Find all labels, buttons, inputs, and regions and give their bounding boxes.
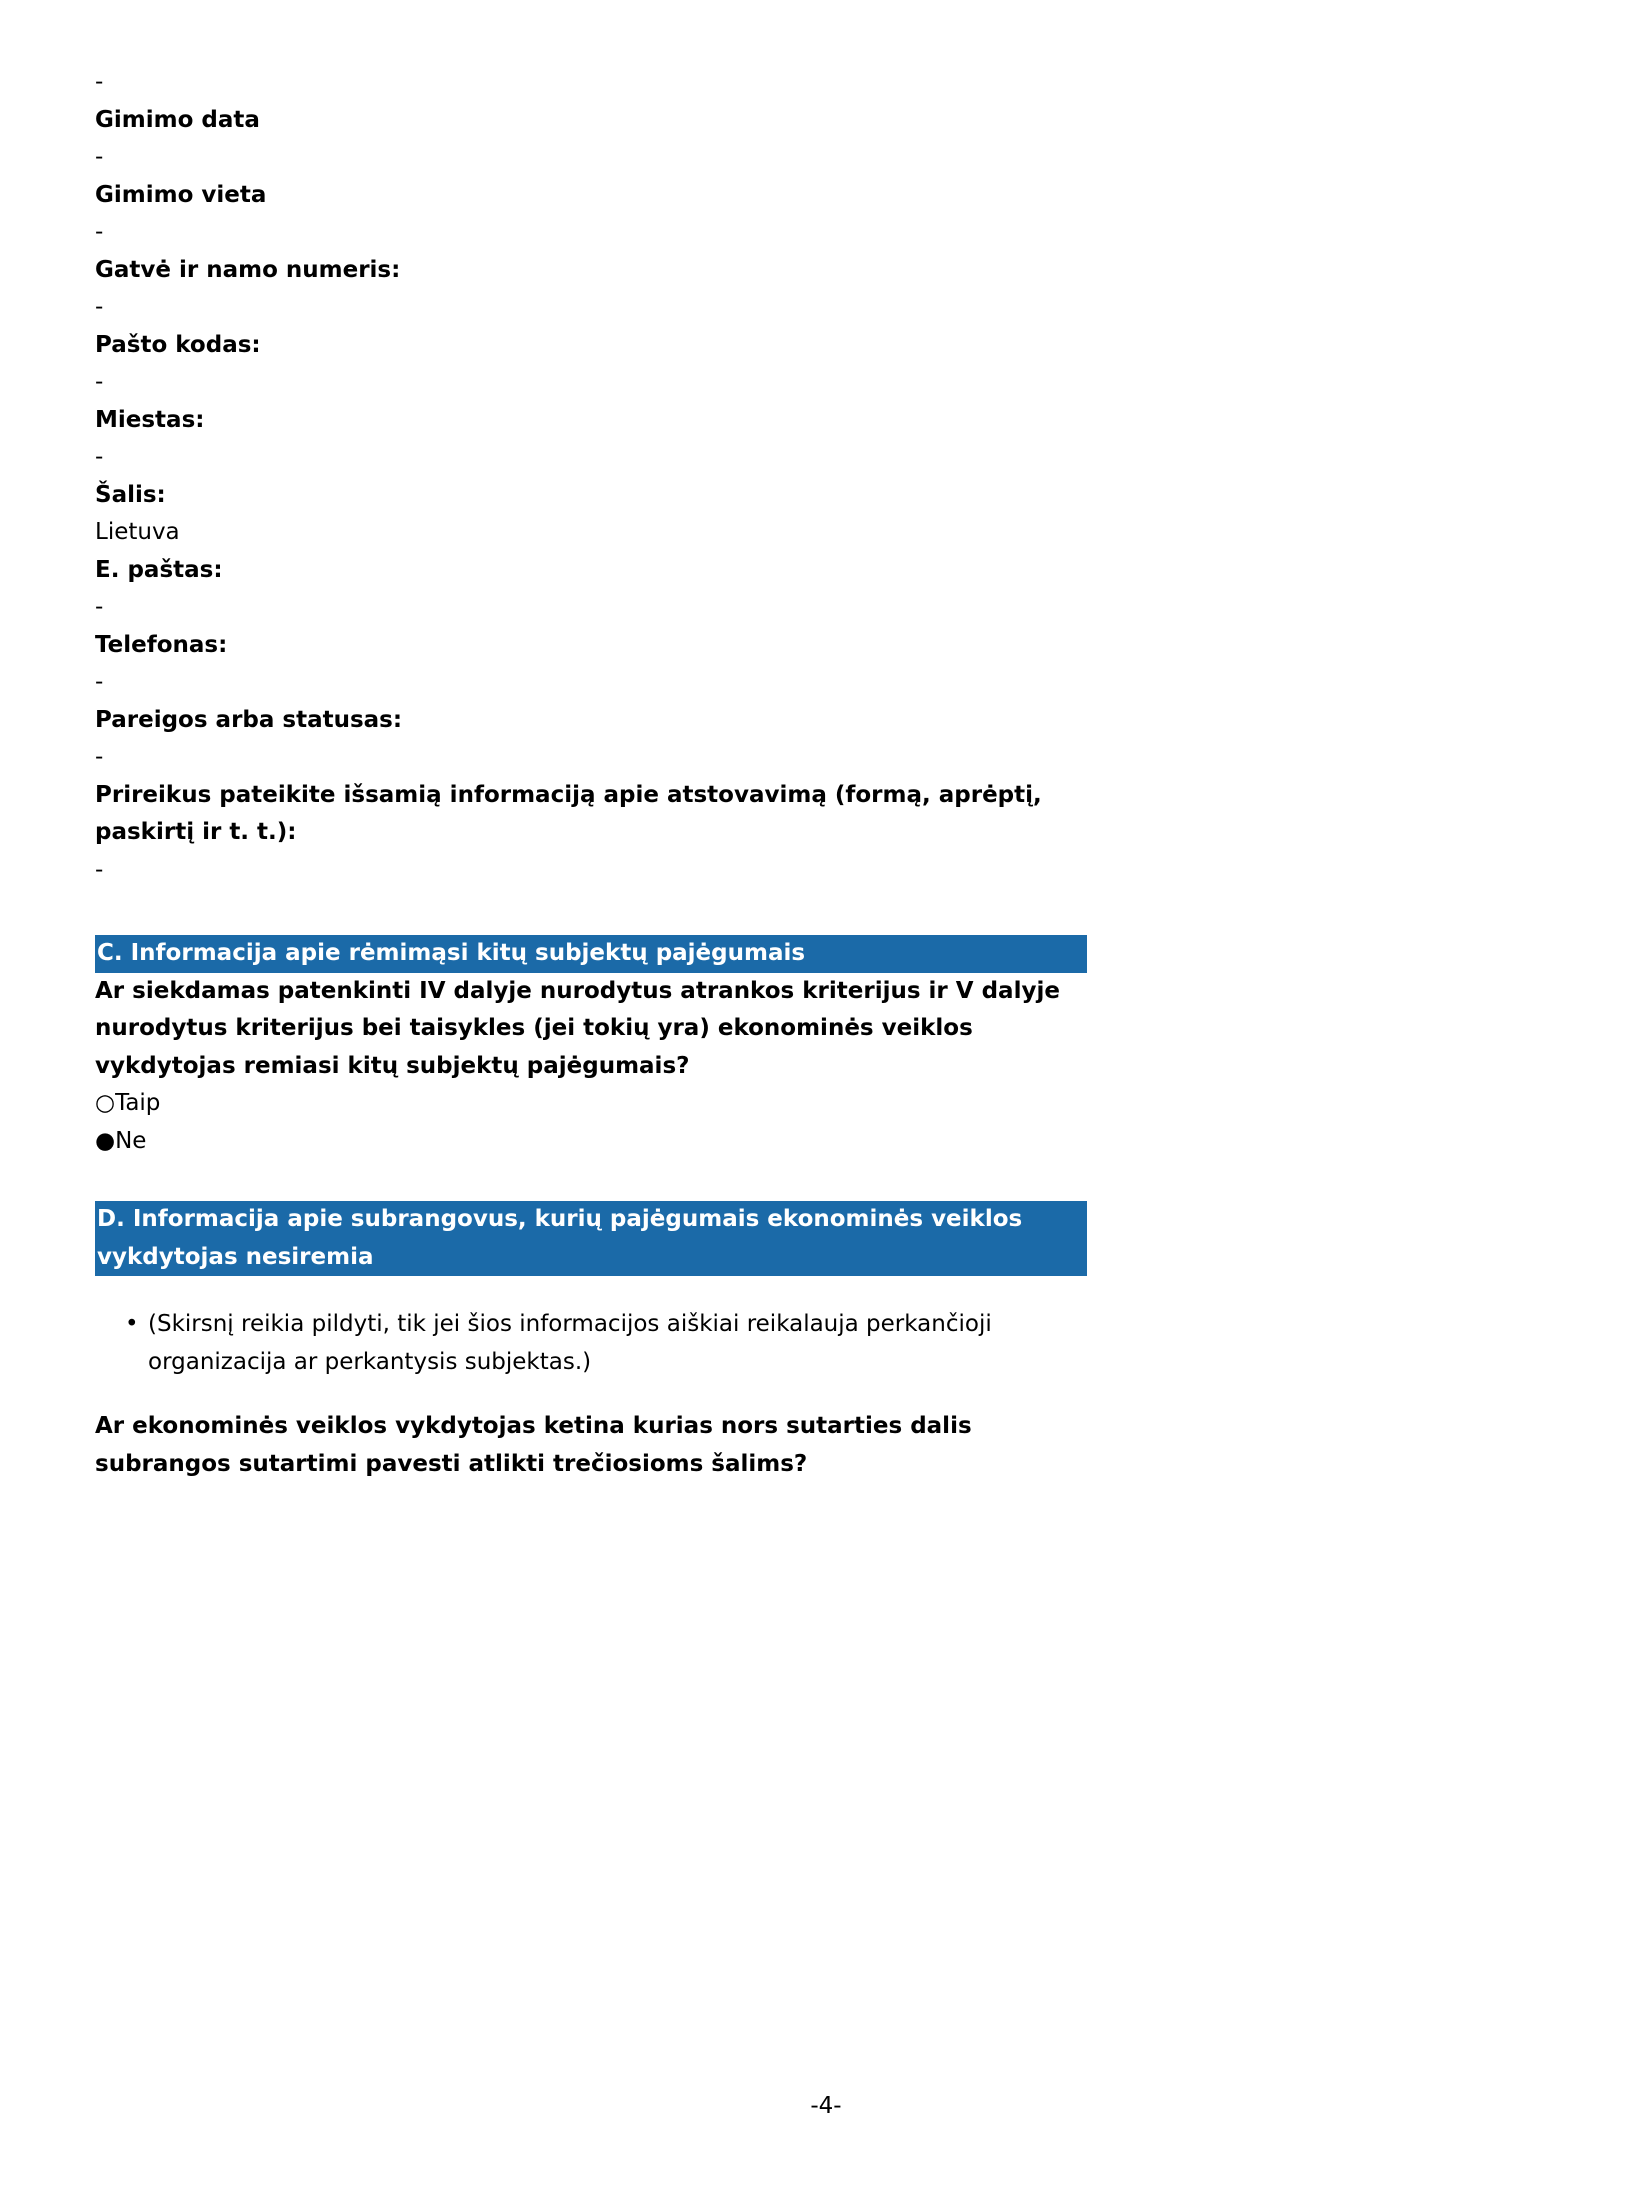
radio-option-ne-label: Ne bbox=[115, 1127, 147, 1154]
field-label-atstovavimo-informacija: Prireikus pateikite išsamią informaciją apie atstovavimą (formą, aprėptį, paskirtį ir t. t.): bbox=[95, 781, 1042, 845]
radio-option-taip[interactable] bbox=[95, 1085, 1087, 1123]
field-value: - bbox=[95, 369, 104, 395]
field-value: - bbox=[95, 69, 104, 95]
field-label-gimimo-data: Gimimo data bbox=[95, 106, 260, 133]
section-d-header: D. Informacija apie subrangovus, kurių pajėgumais ekonominės veiklos vykdytojas nesiremia bbox=[95, 1201, 1087, 1276]
form-content bbox=[95, 64, 1087, 1483]
field-label-gatve-ir-namo-numeris: Gatvė ir namo numeris: bbox=[95, 256, 401, 283]
field-label-miestas: Miestas: bbox=[95, 406, 205, 433]
field-label-e-pastas: E. paštas: bbox=[95, 556, 223, 583]
field-label-pareigos-arba-statusas: Pareigos arba statusas: bbox=[95, 706, 403, 733]
field-label-telefonas: Telefonas: bbox=[95, 631, 228, 658]
section-c-header: C. Informacija apie rėmimąsi kitų subjektų pajėgumais bbox=[95, 935, 1087, 973]
section-d-note-row bbox=[95, 1306, 1087, 1381]
field-value: - bbox=[95, 856, 104, 883]
radio-option-ne[interactable] bbox=[95, 1123, 1087, 1161]
field-value: - bbox=[95, 594, 104, 620]
field-label-gimimo-vieta: Gimimo vieta bbox=[95, 181, 267, 208]
radio-option-taip-label: Taip bbox=[115, 1090, 161, 1116]
section-d-note: (Skirsnį reikia pildyti, tik jei šios informacijos aiškiai reikalauja perkančioji organizacija ar perkantysis subjektas.) bbox=[148, 1311, 992, 1375]
radio-unselected-icon[interactable]: ○ bbox=[95, 1090, 116, 1116]
section-d-question: Ar ekonominės veiklos vykdytojas ketina kurias nors sutarties dalis subrangos sutartimi pavesti atlikti trečiosioms šalims? bbox=[95, 1413, 972, 1477]
field-value-salis: Lietuva bbox=[95, 519, 180, 545]
field-value: - bbox=[95, 294, 104, 320]
field-value: - bbox=[95, 744, 104, 770]
field-value: - bbox=[95, 444, 104, 470]
section-c-question: Ar siekdamas patenkinti IV dalyje nurodytus atrankos kriterijus ir V dalyje nurodytus kriterijus bei taisykles (jei tokių yra) ekonominės veiklos vykdytojas remiasi kitų subjektų pajėgumais? bbox=[95, 977, 1060, 1079]
radio-selected-icon[interactable]: ● bbox=[95, 1127, 116, 1154]
field-value: - bbox=[95, 144, 104, 170]
field-value: - bbox=[95, 669, 104, 695]
page-number: -4- bbox=[810, 2093, 842, 2119]
field-value: - bbox=[95, 219, 104, 245]
field-label-salis: Šalis: bbox=[95, 481, 166, 508]
bullet-icon: • bbox=[125, 1311, 139, 1337]
field-label-pasto-kodas: Pašto kodas: bbox=[95, 331, 261, 358]
